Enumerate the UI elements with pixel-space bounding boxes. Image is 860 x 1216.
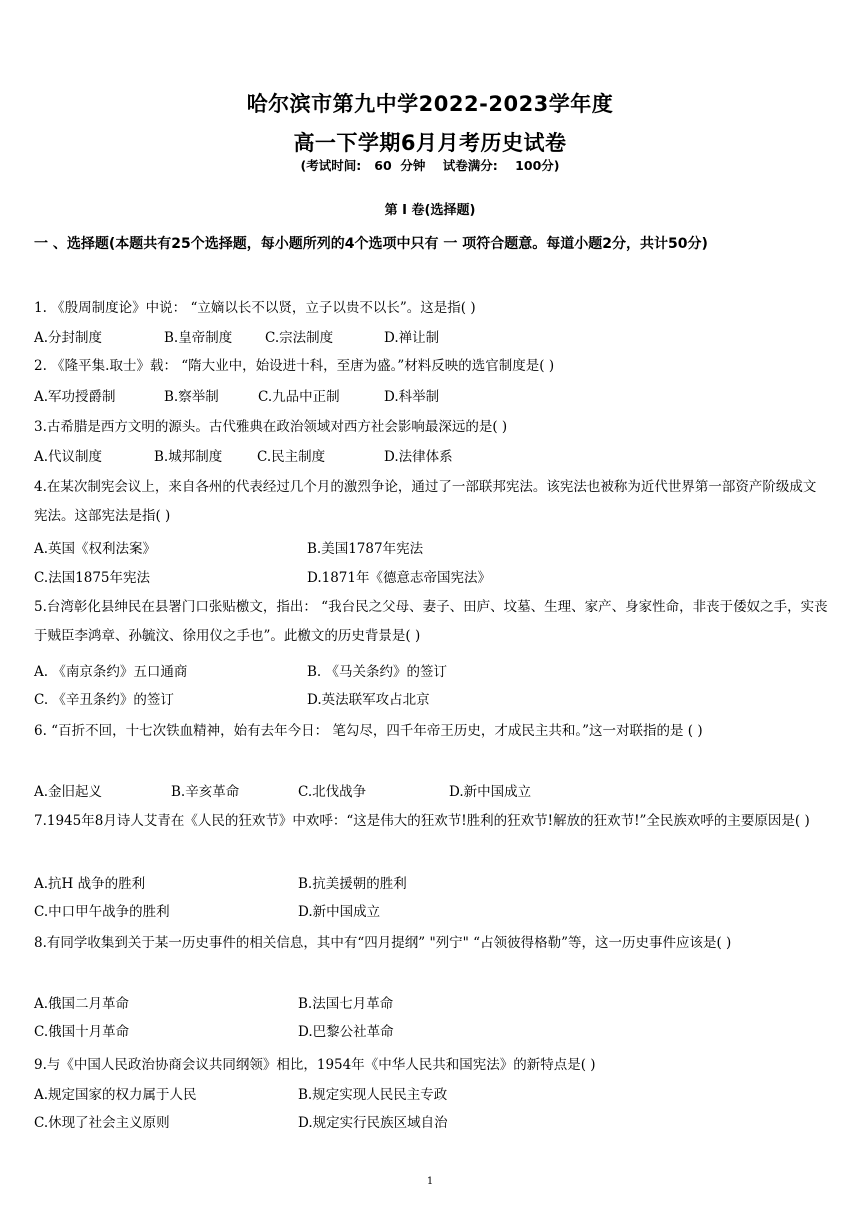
exam-title-subject: 高一下学期6月月考历史试卷 [293,131,567,155]
exam-title-school: 哈尔滨市第九中学2022-2023学年度 [246,92,614,116]
question-1-option-d: D.禅让制 [384,330,440,346]
question-2-option-b: B.察举制 [164,389,219,405]
question-8-stem: 8.有同学收集到关于某一历史事件的相关信息，其中有“四月提纲” "列宁" “占领彼得格勒”等，这一历史事件应该是( ) [34,935,732,951]
question-7-option-d: D.新中国成立 [298,904,381,920]
question-4-option-d: D.1871年《德意志帝国宪法》 [307,570,491,586]
question-5-stem: 5.台湾彰化县绅民在县署门口张贴檄文，指出： “我台民之父母、妻子、田庐、坟墓、生理、家产、身家性命，非丧于倭奴之手，实丧于贼臣李鸿章、孙毓汶、徐用仪之手也”。此檄文的历史背景是( ) [34,599,828,644]
question-1-stem: 1. 《殷周制度论》中说： “立嫡以长不以贤，立子以贵不以长”。这是指( ) [34,300,476,316]
question-8-option-c: C.俄国十月革命 [34,1024,130,1040]
question-1-option-b: B.皇帝制度 [164,330,233,346]
question-9-option-a: A.规定国家的权力属于人民 [34,1087,197,1103]
question-5-option-d: D.英法联军攻占北京 [307,692,430,708]
question-6-stem: 6. “百折不回，十七次铁血精神，始有去年今日： 笔勾尽，四千年帝王历史，才成民主共和。”这一对联指的是 ( ) [34,723,703,739]
question-5-option-a: A. 《南京条约》五口通商 [34,664,188,680]
question-3-option-a: A.代议制度 [34,449,103,465]
question-6-option-a: A.金旧起义 [34,784,103,800]
section-title: 第 I 卷(选择题) [384,203,476,218]
question-5-option-c: C. 《辛丑条约》的签订 [34,692,174,708]
question-6-option-d: D.新中国成立 [449,784,532,800]
question-9-option-b: B.规定实现人民民主专政 [298,1087,448,1103]
question-7-stem: 7.1945年8月诗人艾青在《人民的狂欢节》中欢呼：“这是伟大的狂欢节!胜利的狂欢节!解放的狂欢节!”全民族欢呼的主要原因是( ) [34,813,810,829]
question-4-stem: 4.在某次制宪会议上，来自各州的代表经过几个月的激烈争论，通过了一部联邦宪法。该宪法也被称为近代世界第一部资产阶级成文宪法。这部宪法是指( ) [34,479,817,524]
question-3-option-c: C.民主制度 [257,449,326,465]
question-7-option-c: C.中口甲午战争的胜利 [34,904,170,920]
question-2-option-d: D.科举制 [384,389,440,405]
question-8-option-b: B.法国七月革命 [298,996,394,1012]
question-8-option-d: D.巴黎公社革命 [298,1024,394,1040]
question-1-option-c: C.宗法制度 [265,330,334,346]
question-2-option-a: A.军功授爵制 [34,389,116,405]
question-9-stem: 9.与《中国人民政治协商会议共同纲领》相比，1954年《中华人民共和国宪法》的新特点是( ) [34,1057,596,1073]
question-4-option-c: C.法国1875年宪法 [34,570,150,586]
question-7-option-a: A.抗H 战争的胜利 [34,876,146,892]
question-9-option-d: D.规定实行民族区域自治 [298,1115,448,1131]
question-6-option-b: B.辛亥革命 [171,784,240,800]
question-9-option-c: C.休现了社会主义原则 [34,1115,170,1131]
question-4-option-a: A.英国《权利法案》 [34,541,157,557]
question-3-stem: 3.古希腊是西方文明的源头。古代雅典在政治领域对西方社会影响最深远的是( ) [34,419,508,435]
page-number: 1 [426,1176,434,1187]
question-1-option-a: A.分封制度 [34,330,103,346]
question-3-option-d: D.法律体系 [384,449,453,465]
question-6-option-c: C.北伐战争 [298,784,367,800]
question-5-option-b: B. 《马关条约》的签订 [307,664,448,680]
section-instructions: 一 、选择题(本题共有25个选择题，每小题所列的4个选项中只有 一 项符合题意。每道小题2分，共计50分) [34,236,708,252]
exam-info: (考试时间: 60 分钟 试卷满分: 100分) [300,158,560,173]
question-7-option-b: B.抗美援朝的胜利 [298,876,407,892]
question-2-stem: 2. 《隆平集.取士》载： “隋大业中，始设进十科，至唐为盛。”材料反映的选官制度是( ) [34,358,555,374]
question-2-option-c: C.九品中正制 [258,389,340,405]
question-3-option-b: B.城邦制度 [154,449,223,465]
question-4-option-b: B.美国1787年宪法 [307,541,424,557]
question-8-option-a: A.俄国二月革命 [34,996,130,1012]
